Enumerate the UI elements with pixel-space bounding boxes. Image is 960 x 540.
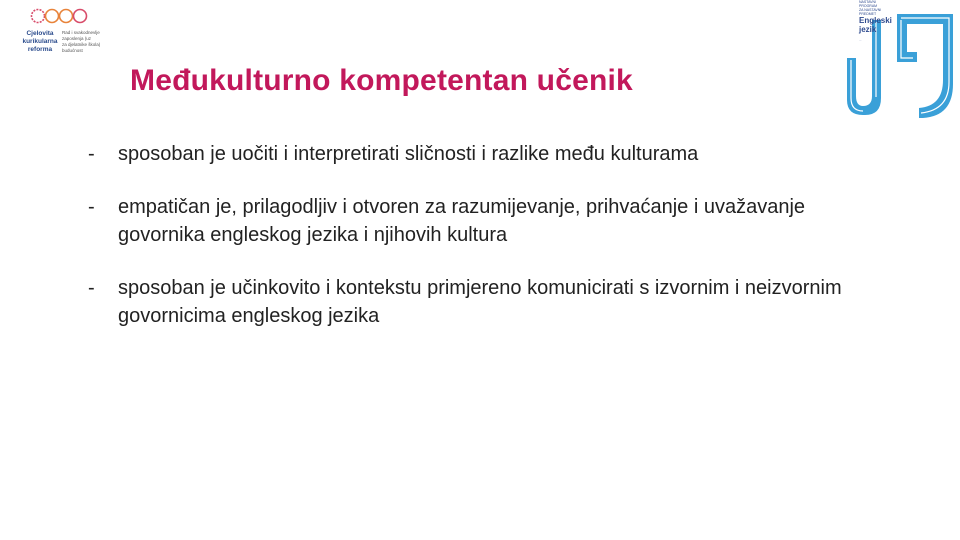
emblem-text: NASTAVNI PROGRAM ZA NASTAVNI PREDMET Engleski jezik ... [859, 0, 892, 42]
bullet-text: sposoban je uočiti i interpretirati sličnosti i razlike među kulturama [118, 143, 699, 165]
rings-logo-icon [30, 7, 90, 25]
list-item [88, 274, 878, 330]
bullet-text: sposoban je učinkovito i kontekstu primjereno komunicirati s izvornim i neizvornim govornicima engleskog jezika [118, 277, 842, 327]
subject-emblem [845, 0, 960, 125]
bullet-dash: - [88, 196, 95, 218]
bullet-dash: - [88, 277, 95, 299]
logo-name: Cjelovita kurikularna reforma [22, 30, 58, 53]
list-item [88, 140, 878, 168]
logo-subtitle: Rad i svakodnevlje zaposlenja (uz za djelatnike škola) budućnost [62, 30, 101, 53]
bullet-list [88, 140, 878, 355]
reform-logo [0, 0, 122, 62]
bullet-text: empatičan je, prilagodljiv i otvoren za razumijevanje, prihvaćanje i uvažavanje govornika engleskog jezika i njihovih kultura [118, 196, 806, 246]
list-item [88, 193, 878, 249]
page-title: Međukulturno kompetentan učenik [130, 64, 633, 97]
bullet-dash: - [88, 143, 95, 165]
